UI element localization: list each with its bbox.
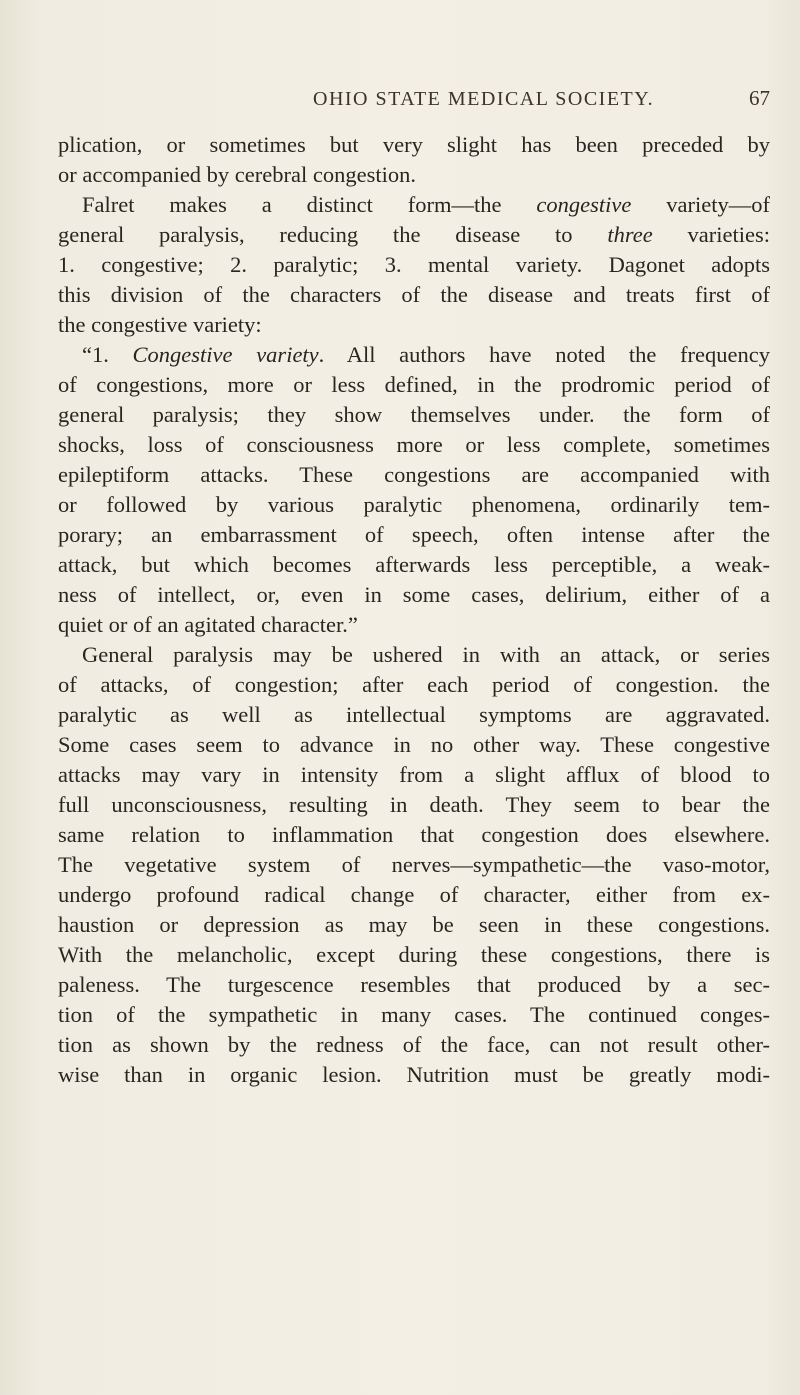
emphasis: congestive [536,192,632,217]
text-line: With the melancholic, except during these congestions, there is [58,942,770,967]
emphasis: Congestive variety [132,342,319,367]
text-line: plication, or sometimes but very slight has been preceded by [58,132,770,157]
text-line: this division of the characters of the disease and treats first of [58,282,770,307]
text-line: tion of the sympathetic in many cases. The continued conges- [58,1002,770,1027]
text-line: general paralysis, reducing the disease to three varieties: [58,222,770,247]
emphasis: three [607,222,653,247]
text-line: ness of intellect, or, even in some cases, delirium, either of a [58,582,770,607]
text-line: quiet or of an agitated character.” [58,612,358,637]
text-line: epileptiform attacks. These congestions are accompanied with [58,462,770,487]
text-line: paralytic as well as intellectual symptoms are aggravated. [58,702,770,727]
text-line: General paralysis may be ushered in with an attack, or series [82,642,770,667]
text-line: of congestions, more or less defined, in the prodromic period of [58,372,770,397]
text-line: of attacks, of congestion; after each period of congestion. the [58,672,770,697]
text-line: haustion or depression as may be seen in these congestions. [58,912,770,937]
text-line: “1. Congestive variety. All authors have noted the frequency [82,342,770,367]
running-head: OHIO STATE MEDICAL SOCIETY. [313,88,655,110]
text-line: full unconsciousness, resulting in death. They seem to bear the [58,792,770,817]
text-line: 1. congestive; 2. paralytic; 3. mental variety. Dagonet adopts [58,252,770,277]
text-line: Falret makes a distinct form—the congestive variety—of [82,192,770,217]
text-line: or followed by various paralytic phenomena, ordinarily tem- [58,492,770,517]
page-number: 67 [749,86,770,110]
text-line: tion as shown by the redness of the face, can not result other- [58,1032,770,1057]
text-line: The vegetative system of nerves—sympathetic—the vaso-motor, [58,852,770,877]
text-line: general paralysis; they show themselves under. the form of [58,402,770,427]
text-line: shocks, loss of consciousness more or less complete, sometimes [58,432,770,457]
text-line: or accompanied by cerebral congestion. [58,162,416,187]
text-line: porary; an embarrassment of speech, often intense after the [58,522,770,547]
text-line: Some cases seem to advance in no other way. These congestive [58,732,770,757]
text-line: wise than in organic lesion. Nutrition must be greatly modi- [58,1062,770,1087]
text-line: the congestive variety: [58,312,262,337]
body-text [58,130,770,1090]
text-line: paleness. The turgescence resembles that produced by a sec- [58,972,770,997]
text-line: undergo profound radical change of character, either from ex- [58,882,770,907]
text-line: attack, but which becomes afterwards less perceptible, a weak- [58,552,770,577]
page-header [60,88,770,128]
text-line: attacks may vary in intensity from a slight afflux of blood to [58,762,770,787]
text-line: same relation to inflammation that congestion does elsewhere. [58,822,770,847]
